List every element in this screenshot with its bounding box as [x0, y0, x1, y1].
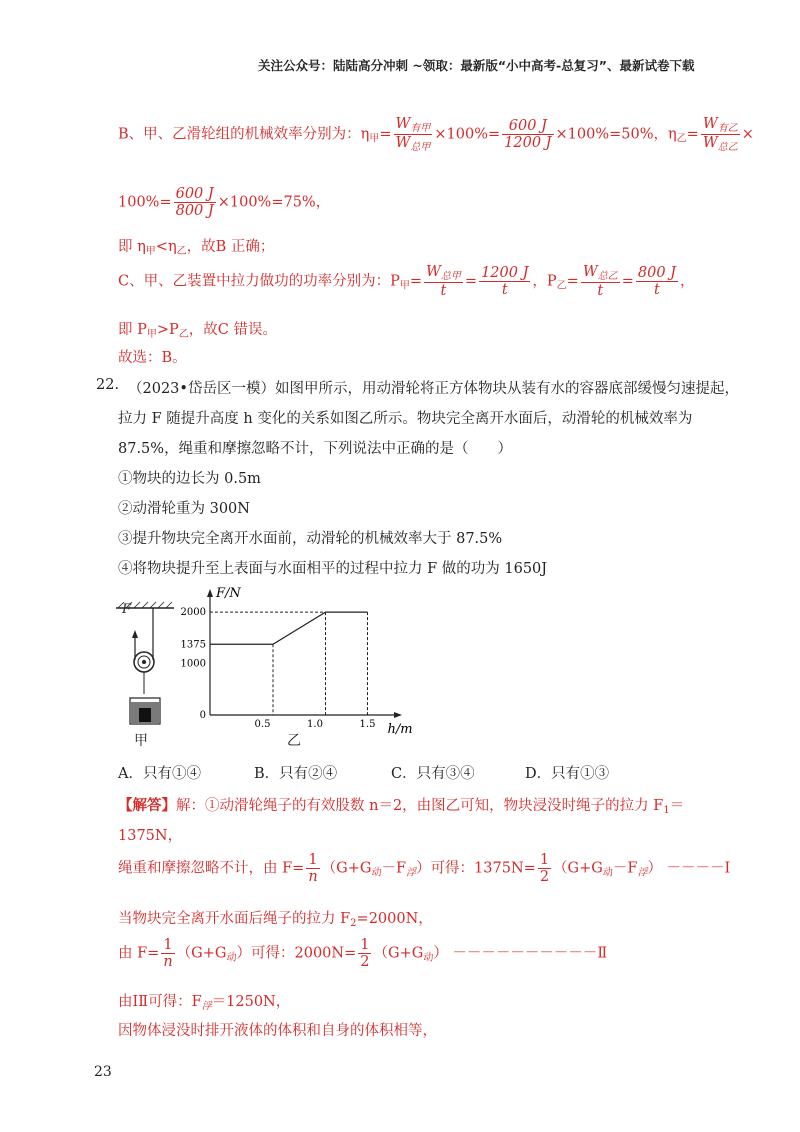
statement-2: ②动滑轮重为 300N: [118, 501, 250, 517]
y-tick-label: 0: [199, 710, 206, 721]
text: ×100%=: [434, 126, 501, 143]
sub: 甲: [369, 133, 380, 145]
y-axis-arrow: [207, 589, 213, 597]
text: 100%=: [118, 194, 172, 211]
text: ×: [741, 126, 754, 143]
question-line: 87.5%，绳重和摩擦忽略不计，下列说法中正确的是（ ）: [118, 441, 513, 457]
x-tick-label: 1.0: [307, 719, 323, 730]
solution-c-line: C、甲、乙装置中拉力做功的功率分别为：$P_甲=$ $\frac{W_{总甲}}{t}$ = $\frac{1200 J}{t}$ ，$P_乙=$ $\frac{W_{总乙}}{t}$ = $\frac{800 J}{t}$ ，: [118, 264, 695, 299]
text: ×100%=75%，: [217, 194, 331, 211]
solution-b-line2: [118, 186, 330, 219]
x-axis-label: h/m: [387, 722, 413, 737]
question-line: （2023•岱岳区一模）如图甲所示，用动滑轮将正方体物块从装有水的容器底部缓慢匀速提起，: [128, 381, 739, 397]
option-b[interactable]: B．只有②④: [254, 766, 338, 782]
figure-label-yi: 乙: [287, 733, 301, 749]
statement-4: ④将物块提升至上表面与水面相平的过程中拉力 F 做的功为 1650J: [118, 561, 548, 577]
y-axis-label: F/N: [216, 586, 241, 601]
page-number: 23: [94, 1064, 112, 1080]
analysis-line1: 【解答】解：①动滑轮绳子的有效股数 n＝2，由图乙可知，物块浸没时绳子的拉力 $F_1=$: [118, 797, 685, 816]
text: =: [379, 126, 392, 143]
answer-line: 故选：B。: [118, 350, 187, 366]
page-header: 关注公众号：陆陆高分冲刺 ~领取：最新版“小中高考-总复习”、最新试卷下载: [258, 58, 695, 73]
solution-b-conclusion: 即 $\eta_甲<\eta_乙$，故B 正确；: [118, 239, 275, 257]
y-tick-label: 2000: [180, 607, 206, 619]
text: ×100%=50%，η: [555, 126, 677, 143]
solution-c-conclusion: 即 $P_甲>P_乙$，故C 错误。: [118, 322, 277, 340]
analysis-line4: 当物块完全离开水面后绳子的拉力 $F_2=2000N$，: [118, 911, 433, 929]
fraction: $\frac{600 J}{800 J}$: [175, 186, 214, 219]
fraction: $\frac{W_{有甲}}{W_{总甲}}$: [395, 116, 431, 153]
force-height-chart: [170, 585, 420, 745]
question-number: 22.: [96, 377, 120, 393]
solution-b-line: [118, 116, 754, 153]
statement-1: ①物块的边长为 0.5m: [118, 471, 261, 487]
text: =: [686, 126, 699, 143]
analysis-line7: 因物体浸没时排开液体的体积和自身的体积相等，: [118, 1023, 437, 1039]
option-c[interactable]: C．只有③④: [391, 766, 475, 782]
text: B、甲、乙滑轮组的机械效率分别为：η: [118, 126, 370, 143]
y-tick-label: 1375: [180, 639, 206, 651]
figure-label-jia: 甲: [134, 733, 148, 749]
option-a[interactable]: A．只有①④: [118, 766, 201, 782]
y-tick-label: 1000: [180, 658, 206, 670]
analysis-line2: 1375N，: [118, 828, 183, 844]
answer-tag: 【解答】: [118, 797, 176, 814]
sub: 乙: [676, 133, 687, 145]
x-tick-label: 0.5: [254, 719, 271, 730]
fraction: $\frac{W_{有乙}}{W_{总乙}}$: [702, 116, 738, 153]
force-series-line: [210, 612, 368, 644]
analysis-line6: 由ⅠⅡ可得：$F_浮=1250N$，: [118, 994, 291, 1012]
fraction: $\frac{600 J}{1200 J}$: [504, 118, 552, 151]
analysis-line3: 绳重和摩擦忽略不计，由 F= $\frac{1}{n}$ $(G+G_动-F_浮)$可得：1375N= $\frac{1}{2}$ $(G+G_动-F_浮)$ －－－－Ⅰ: [118, 852, 731, 885]
force-label: F: [122, 602, 132, 617]
analysis-line5: 由 F= $\frac{1}{n}$ $(G+G_动)$可得：2000N= $\frac{1}{2}$ $(G+G_动)$ －－－－－－－－－－Ⅱ: [118, 937, 608, 970]
x-tick-label: 1.5: [359, 719, 376, 730]
x-axis-arrow: [394, 712, 402, 718]
option-d[interactable]: D．只有①③: [525, 766, 610, 782]
statement-3: ③提升物块完全离开水面前，动滑轮的机械效率大于 87.5%: [118, 531, 503, 547]
question-line: 拉力 F 随提升高度 h 变化的关系如图乙所示。物块完全离开水面后，动滑轮的机械效率为: [118, 411, 693, 427]
